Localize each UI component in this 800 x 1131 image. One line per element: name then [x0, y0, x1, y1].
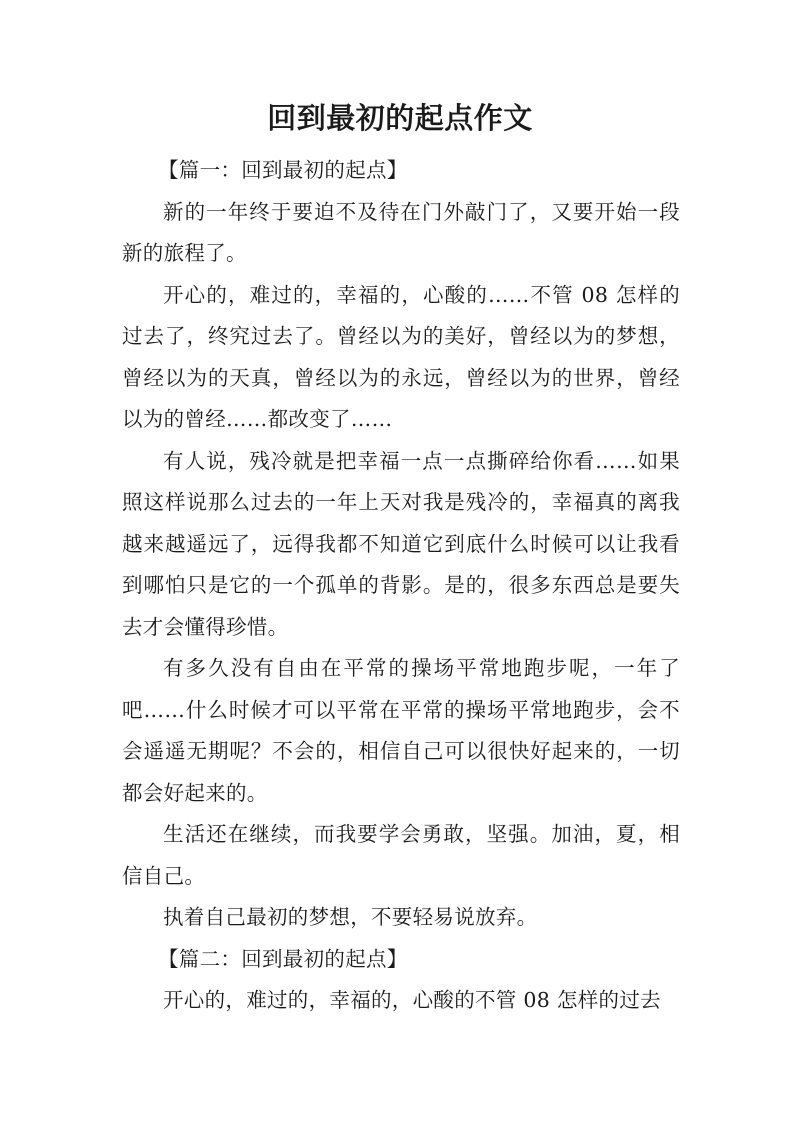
paragraph: 新的一年终于要迫不及待在门外敲门了，又要开始一段新的旅程了。	[122, 199, 680, 265]
paragraph: 执着自己最初的梦想，不要轻易说放弃。	[163, 905, 538, 929]
section-heading-1: 【篇一：回到最初的起点】	[158, 158, 408, 182]
document-body	[122, 150, 680, 1022]
document-title: 回到最初的起点作文	[267, 101, 533, 135]
paragraph: 有人说，残冷就是把幸福一点一点撕碎给你看……如果照这样说那么过去的一年上天对我是残冷的，幸福真的离我越来越遥远了，远得我都不知道它到底什么时候可以让我看到哪怕只是它的一个孤单的背影。是的，很多东西总是要失去才会懂得珍惜。	[122, 448, 680, 639]
paragraph: 有多久没有自由在平常的操场平常地跑步呢，一年了吧……什么时候才可以平常在平常的操场平常地跑步，会不会遥遥无期呢？不会的，相信自己可以很快好起来的，一切都会好起来的。	[122, 656, 680, 805]
section-heading-2: 【篇二：回到最初的起点】	[158, 946, 408, 971]
paragraph: 生活还在继续，而我要学会勇敢，坚强。加油，夏，相信自己。	[122, 822, 680, 888]
paragraph: 开心的，难过的，幸福的，心酸的不管 08 怎样的过去	[163, 988, 661, 1012]
paragraph: 开心的，难过的，幸福的，心酸的……不管 08 怎样的过去了，终究过去了。曾经以为的美好，曾经以为的梦想，曾经以为的天真，曾经以为的永远，曾经以为的世界，曾经以为的曾经……都改变了……	[122, 282, 680, 431]
